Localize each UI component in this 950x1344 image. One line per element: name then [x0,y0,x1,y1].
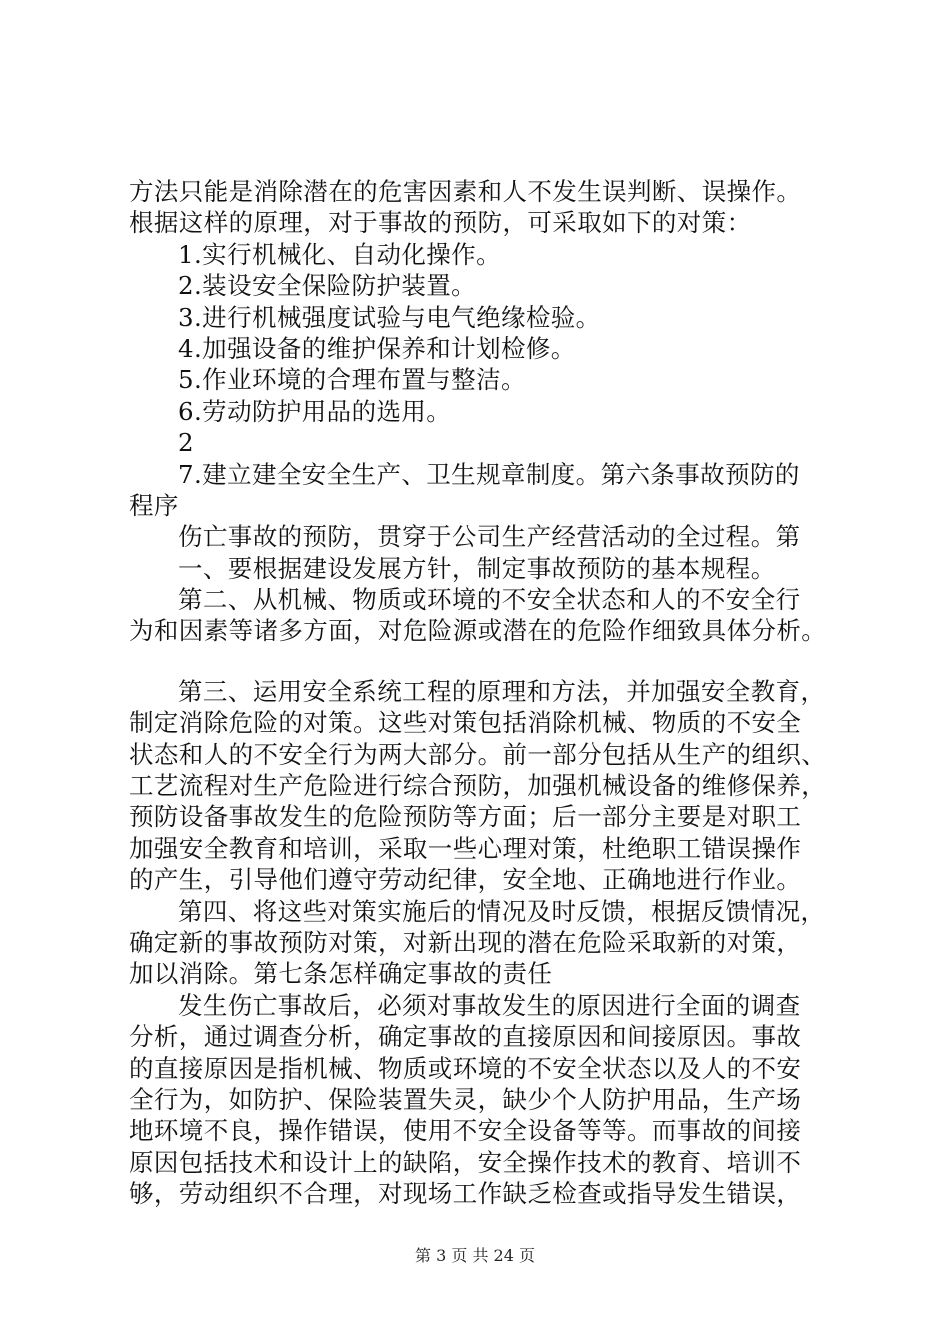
text-line: 为和因素等诸多方面，对危险源或潜在的危险作细致具体分析。 [129,616,827,646]
text-line: 地环境不良，操作错误，使用不安全设备等等。而事故的间接 [129,1116,802,1146]
text-line: 一、要根据建设发展方针，制定事故预防的基本规程。 [178,553,776,583]
text-line: 第三、运用安全系统工程的原理和方法，并加强安全教育， [178,676,826,706]
text-line: 预防设备事故发生的危险预防等方面；后一部分主要是对职工 [129,802,802,832]
list-item: 7.建立建全安全生产、卫生规章制度。第六条事故预防的 [178,459,800,489]
text-line: 加强安全教育和培训，采取一些心理对策，杜绝职工错误操作 [129,833,802,863]
body-text [129,176,849,1210]
text-line: 够，劳动组织不合理，对现场工作缺乏检查或指导发生错误， [129,1179,802,1209]
list-item: 3.进行机械强度试验与电气绝缘检验。 [178,302,601,332]
text-line: 程序 [129,490,179,520]
text-line: 确定新的事故预防对策，对新出现的潜在危险采取新的对策， [129,927,802,957]
text-line: 伤亡事故的预防，贯穿于公司生产经营活动的全过程。第 [178,522,801,552]
text-line: 第四、将这些对策实施后的情况及时反馈，根据反馈情况， [178,896,826,926]
text-line: 制定消除危险的对策。这些对策包括消除机械、物质的不安全 [129,708,802,738]
text-line: 的产生，引导他们遵守劳动纪律，安全地、正确地进行作业。 [129,865,802,895]
text-line: 方法只能是消除潜在的危害因素和人不发生误判断、误操作。 [129,177,802,206]
list-item: 5.作业环境的合理布置与整洁。 [178,365,526,395]
list-item: 6.劳动防护用品的选用。 [178,396,452,426]
text-line: 加以消除。第七条怎样确定事故的责任 [129,959,553,989]
text-line: 的直接原因是指机械、物质或环境的不安全状态以及人的不安 [129,1053,802,1083]
paragraph-gap [129,647,849,676]
text-line: 第二、从机械、物质或环境的不安全状态和人的不安全行 [178,585,801,615]
text-line: 全行为，如防护、保险装置失灵，缺少个人防护用品，生产场 [129,1084,802,1114]
text-line: 发生伤亡事故后，必须对事故发生的原因进行全面的调查 [178,990,801,1020]
text-line: 状态和人的不安全行为两大部分。前一部分包括从生产的组织、 [129,739,827,769]
text-line: 根据这样的原理，对于事故的预防，可采取如下的对策： [129,208,752,238]
text-line: 原因包括技术和设计上的缺陷，安全操作技术的教育、培训不 [129,1147,802,1177]
text-line: 工艺流程对生产危险进行综合预防，加强机械设备的维修保养， [129,771,827,801]
page-footer: 第 3 页 共 24 页 [415,1246,535,1265]
list-item: 4.加强设备的维护保养和计划检修。 [178,333,576,363]
text-line: 分析，通过调查分析，确定事故的直接原因和间接原因。事故 [129,1022,802,1052]
list-item: 2.装设安全保险防护装置。 [178,271,477,301]
text-line: 2 [178,428,194,458]
list-item: 1.实行机械化、自动化操作。 [178,239,501,269]
